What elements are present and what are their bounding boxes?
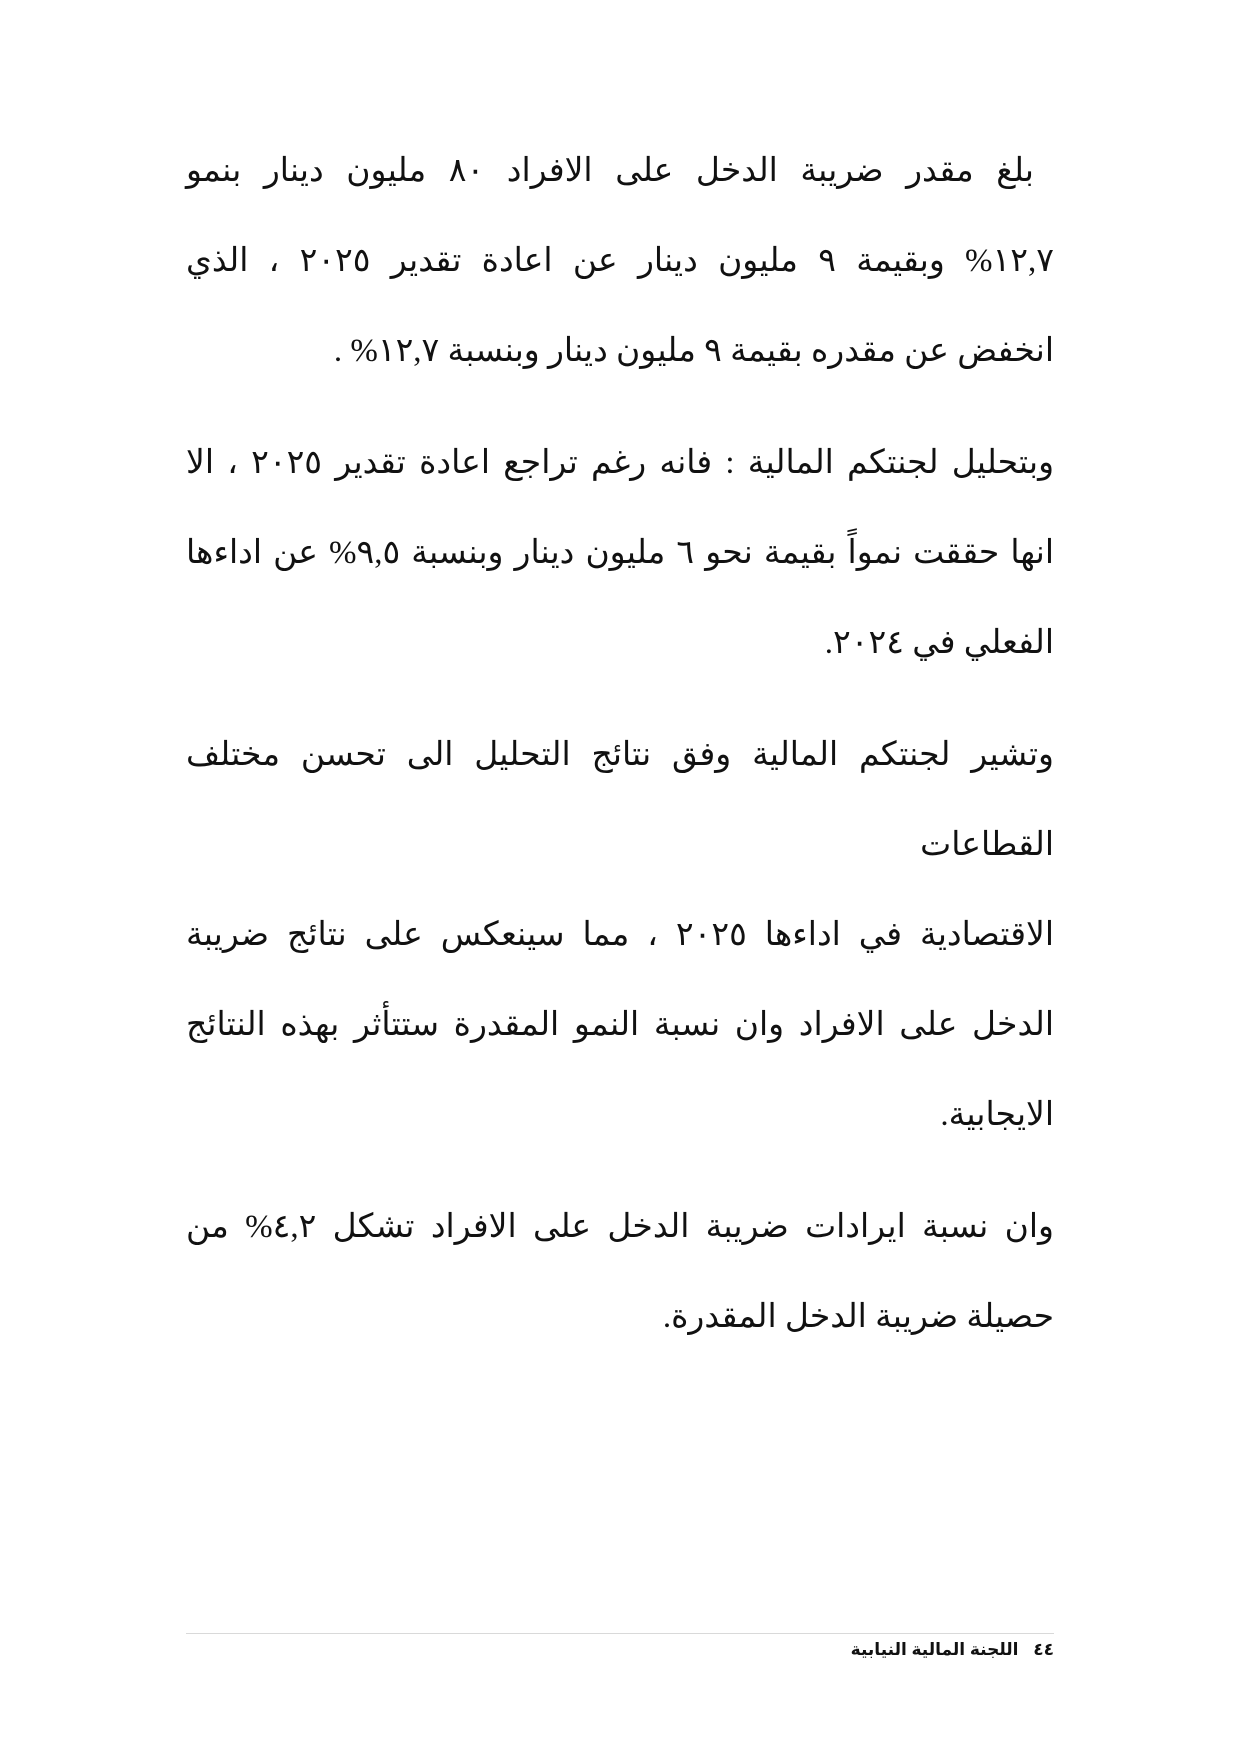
paragraph-line: انخفض عن مقدره بقيمة ٩ مليون دينار وبنسبة ١٢,٧% . [333, 333, 1054, 369]
footer-divider [186, 1633, 1054, 1634]
paragraph-sector-improvement [186, 710, 1054, 1160]
paragraph-line: وان نسبة ايرادات ضريبة الدخل على الافراد تشكل ٤,٢% من [186, 1209, 1054, 1245]
paragraph-line: حصيلة ضريبة الدخل المقدرة. [662, 1299, 1054, 1335]
page-footer [186, 1640, 1054, 1660]
paragraph-line: الاقتصادية في اداءها ٢٠٢٥ ، مما سينعكس على نتائج ضريبة [186, 917, 1054, 953]
document-body [186, 126, 1054, 1384]
paragraph-line: الفعلي في ٢٠٢٤. [824, 625, 1054, 661]
paragraph-committee-analysis [186, 418, 1054, 688]
paragraph-revenue-share [186, 1182, 1054, 1362]
paragraph-line: انها حققت نمواً بقيمة نحو ٦ مليون دينار وبنسبة ٩,٥% عن اداءها [186, 535, 1054, 571]
paragraph-line: وبتحليل لجنتكم المالية : فانه رغم تراجع اعادة تقدير ٢٠٢٥ ، الا [186, 445, 1054, 481]
paragraph-line: الايجابية. [940, 1097, 1054, 1133]
page-number: ٤٤ [1033, 1640, 1054, 1659]
paragraph-line: ١٢,٧% وبقيمة ٩ مليون دينار عن اعادة تقدير ٢٠٢٥ ، الذي [186, 243, 1054, 279]
paragraph-line: الدخل على الافراد وان نسبة النمو المقدرة ستتأثر بهذه النتائج [186, 1007, 1054, 1043]
paragraph-income-tax-estimate [186, 126, 1054, 396]
paragraph-line: بلغ مقدر ضريبة الدخل على الافراد ٨٠ مليون دينار بنمو [186, 153, 1034, 189]
footer-committee-name: اللجنة المالية النيابية [850, 1640, 1019, 1659]
paragraph-line: وتشير لجنتكم المالية وفق نتائج التحليل الى تحسن مختلف القطاعات [186, 737, 1054, 863]
